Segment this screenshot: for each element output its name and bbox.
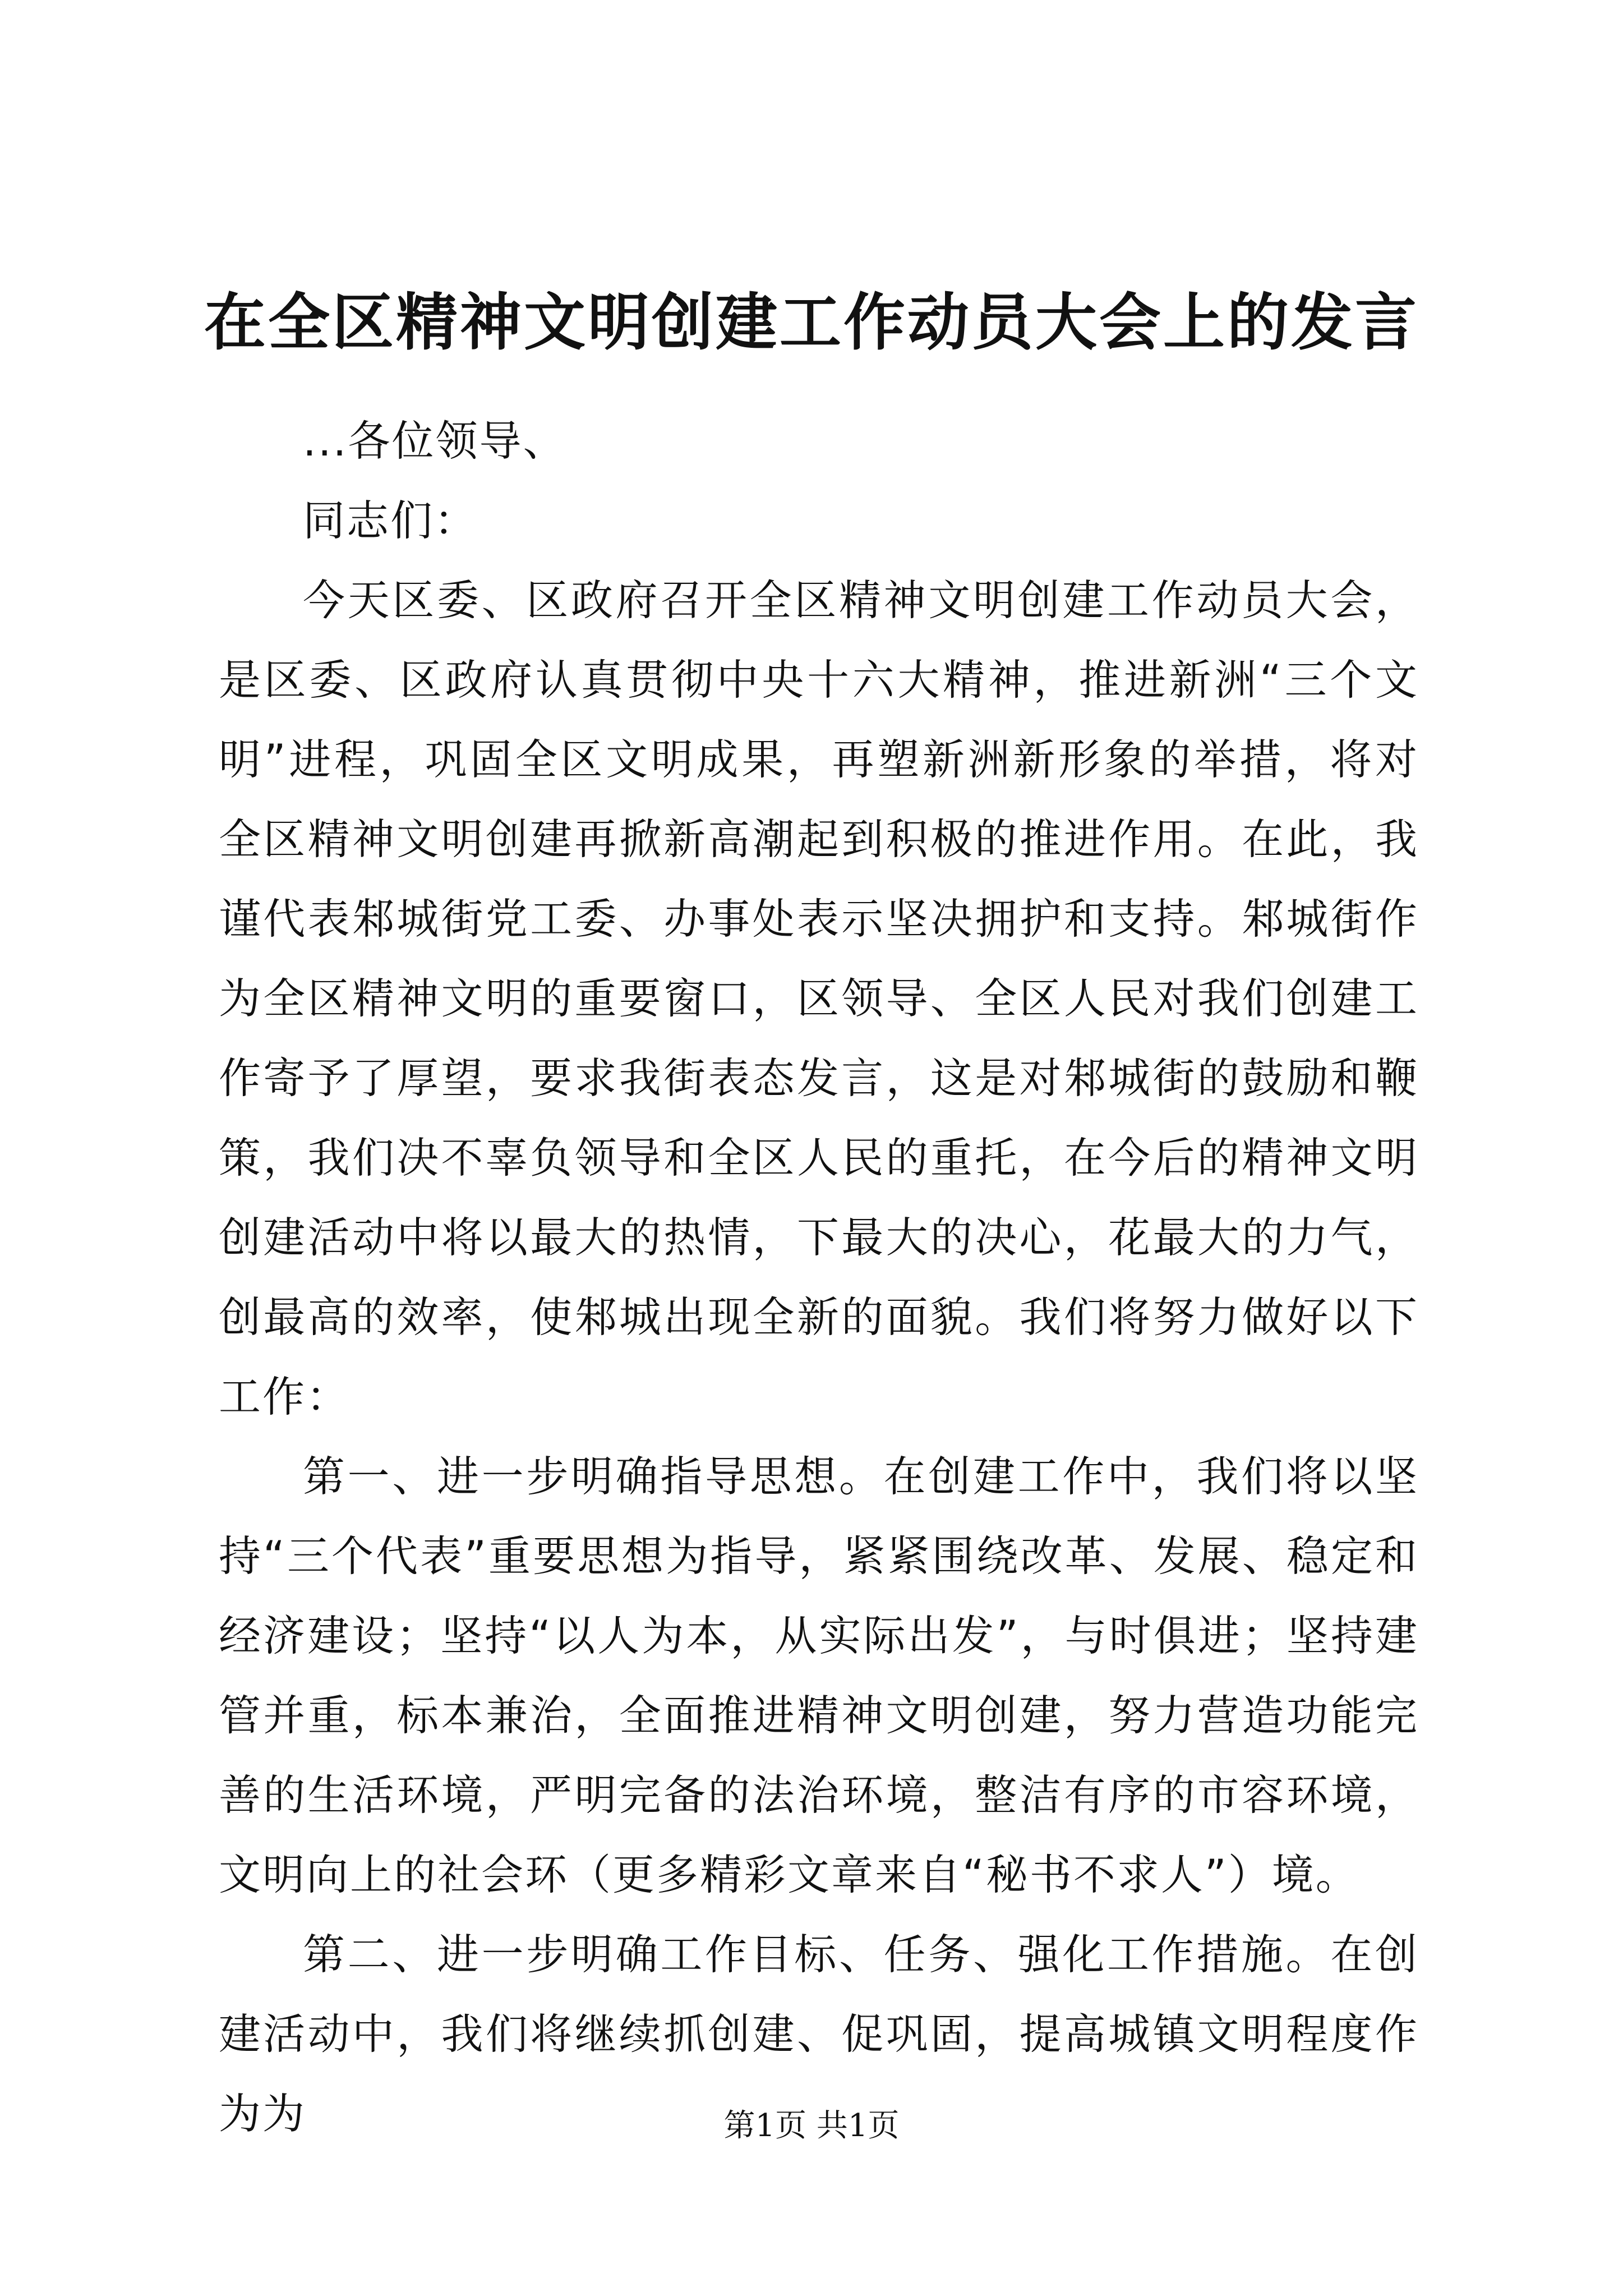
- document-body: [219, 401, 1419, 2154]
- page-footer: 第1页 共1页: [723, 2108, 900, 2144]
- paragraph-second: 第二、进一步明确工作目标、任务、强化工作措施。在创建活动中，我们将继续抓创建、促巩固，提高城镇文明程度作为为: [219, 1930, 1419, 2138]
- salutation-line-2: 同志们：: [303, 496, 478, 545]
- paragraph-intro: 今天区委、区政府召开全区精神文明创建工作动员大会，是区委、区政府认真贯彻中央十六大精神，推进新洲“三个文明”进程，巩固全区文明成果，再塑新洲新形象的举措，将对全区精神文明创建再掀新高潮起到积极的推进作用。在此，我谨代表邾城街党工委、办事处表示坚决拥护和支持。邾城街作为全区精神文明的重要窗口，区领导、全区人民对我们创建工作寄予了厚望，要求我街表态发言，这是对邾城街的鼓励和鞭策，我们决不辜负领导和全区人民的重托，在今后的精神文明创建活动中将以最大的热情，下最大的决心，花最大的力气，创最高的效率，使邾城出现全新的面貌。我们将努力做好以下工作：: [219, 576, 1419, 1421]
- salutation-line-1: ...各位领导、: [303, 416, 567, 466]
- paragraph-first: 第一、进一步明确指导思想。在创建工作中，我们将以坚持“三个代表”重要思想为指导，紧紧围绕改革、发展、稳定和经济建设；坚持“以人为本，从实际出发”，与时俱进；坚持建管并重，标本兼治，全面推进精神文明创建，努力营造功能完善的生活环境，严明完备的法治环境，整洁有序的市容环境，文明向上的社会环（更多精彩文章来自“秘书不求人”）境。: [219, 1452, 1419, 1899]
- document-title: 在全区精神文明创建工作动员大会上的发言: [204, 286, 1419, 358]
